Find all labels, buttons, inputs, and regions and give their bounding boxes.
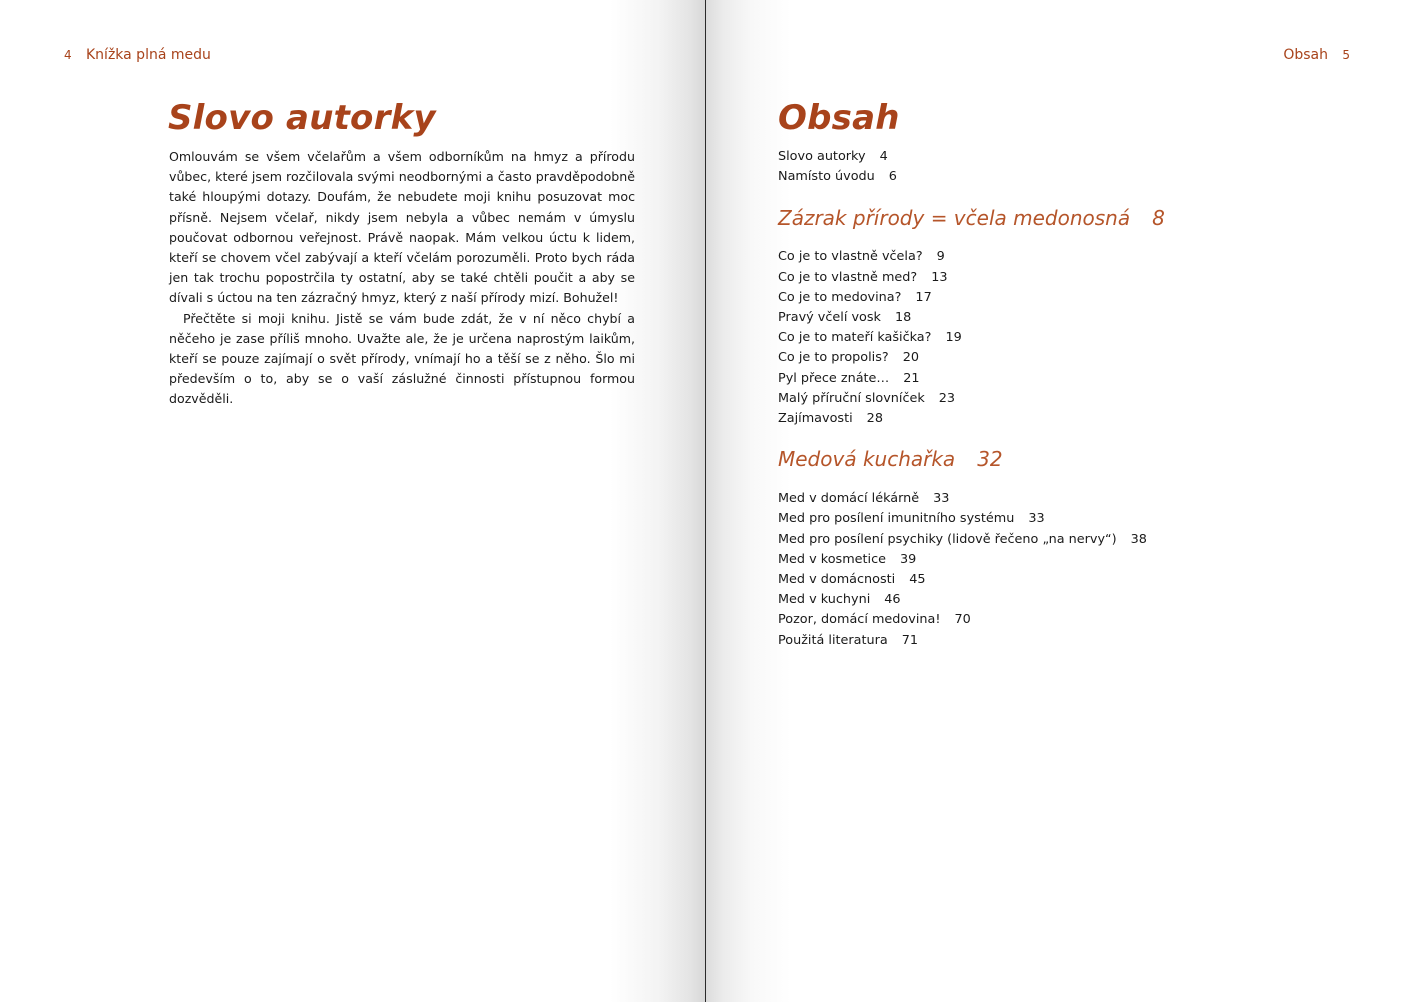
toc-entry-title: Pravý včelí vosk — [778, 310, 881, 326]
toc-entry[interactable] — [778, 409, 1378, 429]
right-running-head — [1283, 46, 1350, 64]
left-page-heading: Slovo autorky — [168, 98, 436, 138]
toc-entry-title: Slovo autorky — [778, 149, 866, 164]
toc-entry[interactable] — [778, 288, 1378, 308]
toc-entry-title: Co je to vlastně včela? — [778, 249, 923, 265]
toc-entry[interactable] — [778, 389, 1378, 409]
toc-entry-title: Namísto úvodu — [778, 169, 875, 185]
toc-entry-title: Med v kuchyni — [778, 592, 871, 608]
toc-entry[interactable] — [778, 268, 1378, 288]
toc-section-title: Zázrak přírody = včela medonosná — [778, 206, 1131, 231]
author-foreword-text — [169, 147, 635, 410]
toc-entry-title: Pyl přece znáte… — [778, 370, 890, 386]
toc-entry[interactable] — [778, 348, 1378, 368]
toc-entry[interactable] — [778, 610, 1378, 630]
toc-entry-page: 9 — [936, 249, 945, 265]
toc-entry[interactable] — [778, 550, 1378, 570]
toc-entry-page: 17 — [915, 289, 932, 305]
toc-entry-page: 39 — [900, 551, 917, 567]
toc-section-page: 32 — [977, 447, 1003, 472]
toc-entry[interactable] — [778, 590, 1378, 610]
left-running-head — [64, 46, 211, 64]
toc-entry[interactable] — [778, 489, 1378, 509]
toc-entry[interactable] — [778, 369, 1378, 389]
toc-entry-title: Co je to vlastně med? — [778, 269, 918, 285]
right-page — [706, 0, 1412, 1002]
toc-entry[interactable] — [778, 308, 1378, 328]
toc-section-page: 8 — [1152, 206, 1165, 231]
toc-entry[interactable] — [778, 247, 1378, 267]
toc-entry-title: Co je to medovina? — [778, 289, 902, 305]
toc-entry[interactable] — [778, 509, 1378, 529]
left-page-number: 4 — [64, 48, 72, 62]
toc-entry-page: 4 — [879, 149, 888, 164]
toc-entry-title: Zajímavosti — [778, 411, 853, 427]
toc-entry-page: 45 — [909, 572, 926, 588]
right-page-number: 5 — [1342, 48, 1350, 62]
toc-entry[interactable] — [778, 631, 1378, 651]
toc-heading: Obsah — [778, 98, 900, 138]
toc-entry-title: Pozor, domácí medovina! — [778, 612, 941, 628]
table-of-contents — [778, 147, 1378, 651]
toc-entry[interactable] — [778, 167, 1378, 187]
toc-entry[interactable] — [778, 147, 1378, 167]
toc-section-heading[interactable] — [778, 205, 1378, 231]
toc-entry-title: Co je to propolis? — [778, 350, 889, 366]
toc-entry-page: 33 — [1028, 511, 1045, 527]
toc-entry-title: Co je to mateří kašička? — [778, 330, 932, 346]
paragraph: Přečtěte si moji knihu. Jistě se vám bude zdát, že v ní něco chybí a něčeho je zase příliš mnoho. Uvažte ale, že je určena naprostým laikům, kteří se pouze zajímají o svět přírody, vnímají ho a těší se z něho. Šlo mi především o to, aby se o vaší záslužné činnosti přístupnou formou dozvěděli. — [169, 310, 635, 407]
toc-entry-page: 19 — [945, 330, 962, 346]
toc-section-title: Medová kuchařka — [778, 447, 956, 472]
toc-entry-title: Med v domácnosti — [778, 572, 896, 588]
toc-entry-page: 13 — [931, 269, 948, 285]
toc-section-heading[interactable] — [778, 446, 1378, 472]
toc-entry-page: 33 — [933, 491, 950, 507]
toc-entry-title: Med v kosmetice — [778, 551, 887, 567]
left-running-title: Knížka plná medu — [86, 47, 211, 63]
toc-entry-title: Med pro posílení psychiky (lidově řečeno „na nervy“) — [778, 531, 1117, 547]
toc-entry-title: Použitá literatura — [778, 632, 888, 648]
toc-entry[interactable] — [778, 530, 1378, 550]
right-running-title: Obsah — [1283, 47, 1328, 63]
toc-entry-page: 23 — [938, 390, 956, 406]
toc-entry-page: 38 — [1130, 531, 1147, 547]
toc-entry-page: 20 — [902, 350, 919, 366]
toc-entry[interactable] — [778, 570, 1378, 590]
left-page — [0, 0, 705, 1002]
toc-entry[interactable] — [778, 328, 1378, 348]
toc-entry-page: 46 — [884, 592, 901, 608]
toc-entry-title: Med v domácí lékárně — [778, 491, 920, 507]
toc-entry-title: Malý příruční slovníček — [778, 390, 925, 406]
toc-entry-page: 70 — [954, 612, 971, 628]
toc-entry-page: 6 — [888, 169, 897, 185]
toc-entry-page: 28 — [866, 411, 883, 427]
toc-entry-page: 71 — [901, 632, 919, 648]
toc-entry-title: Med pro posílení imunitního systému — [778, 511, 1015, 527]
toc-entry-page: 18 — [894, 310, 912, 326]
toc-entry-page: 21 — [903, 370, 920, 386]
paragraph: Omlouvám se všem včelařům a všem odborníkům na hmyz a přírodu vůbec, které jsem rozčilovala svými neodbornými a často pravděpodobně také hloupými dotazy. Doufám, že nebudete moji knihu posuzovat moc přísně. Nejsem včelař, nikdy jsem nebyla a vůbec nemám v úmyslu poučovat odbornou veřejnost. Právě naopak. Mám velkou úctu k lidem, kteří se chovem včel zabývají a kteří včelám porozuměli. Proto bych ráda jen tak trochu popostrčila ty ostatní, aby se také chtěli poučit a aby se dívali s úctou na ten zázračný hmyz, který z naší přírody mizí. Bohužel! — [169, 149, 635, 306]
